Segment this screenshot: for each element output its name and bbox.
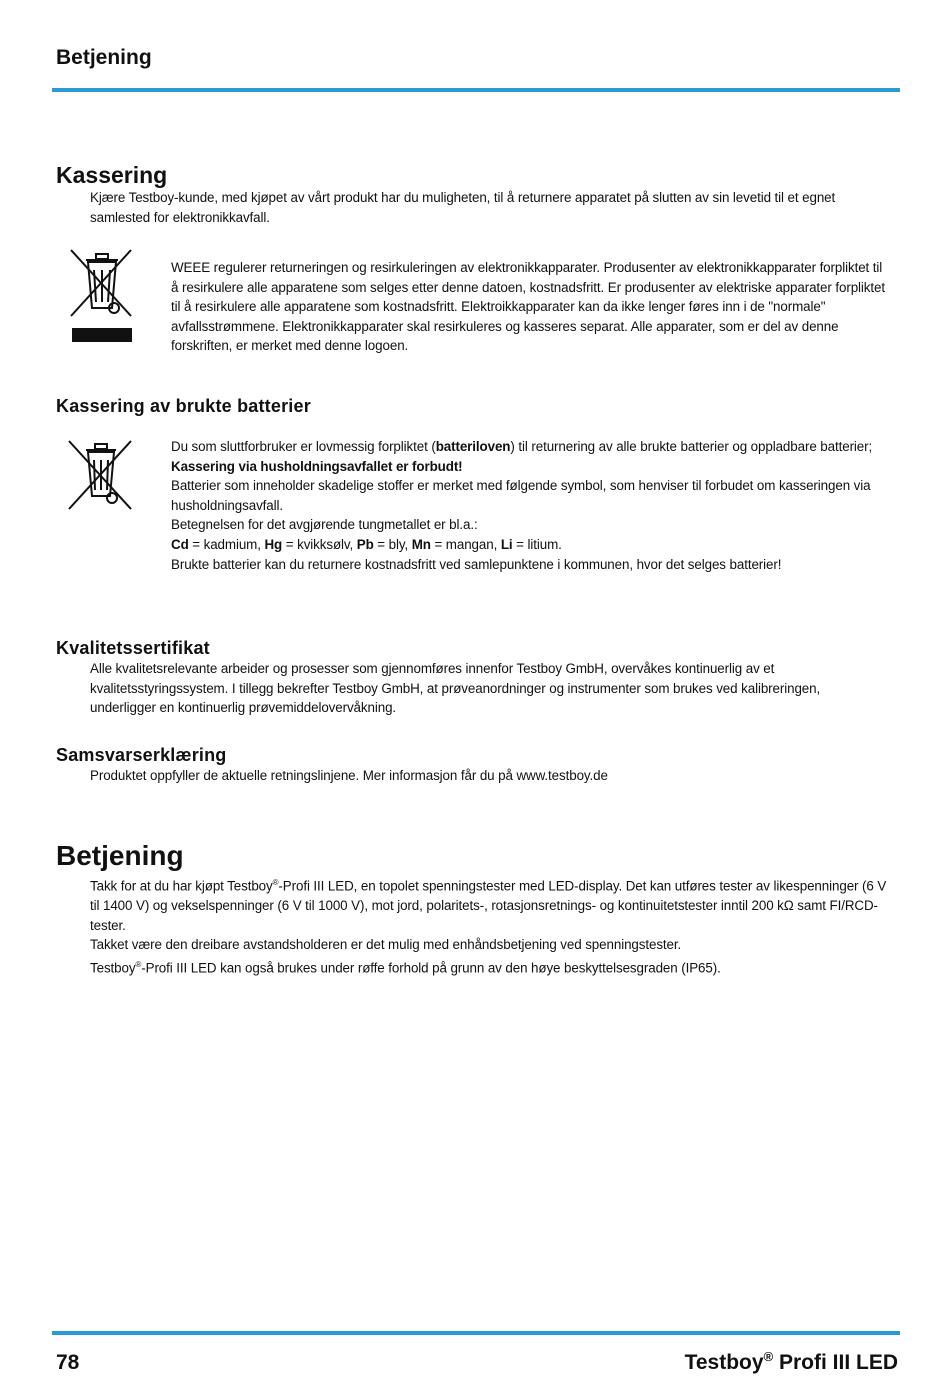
footer-product-pre: Testboy — [684, 1351, 764, 1374]
betjening-p1-post: -Profi III LED, en topolet spenningstester med LED-display. Det kan utføres tester av likespenninger (6 V til 1400 V) og vekselspenninger (6 V til 1000 V), mot jord, polaritets-, rotasjonsretnings- og kontinuitetstester inntil 200 kΩ samt FI/RCD-tester. — [90, 878, 887, 933]
header-rule — [52, 88, 900, 92]
samsvar-text: Produktet oppfyller de aktuelle retningslinjene. Mer informasjon får du på www.testboy.de — [90, 768, 608, 783]
footer-product-name — [685, 1351, 898, 1375]
batterier-symbol-text: Batterier som inneholder skadelige stoffer er merket med følgende symbol, som henviser til forbudet om kasseringen via husholdningsavfall. — [171, 478, 871, 513]
metal-hg-text: = kvikksølv, — [282, 536, 357, 552]
betjening-p3-pre: Testboy — [90, 960, 136, 976]
batterier-line1-pre: Du som sluttforbruker er lovmessig forpliktet ( — [171, 439, 436, 454]
metal-hg: Hg — [264, 536, 283, 552]
batterier-betegnelse: Betegnelsen for det avgjørende tungmetallet er bl.a.: — [171, 517, 478, 533]
metal-pb: Pb — [356, 536, 374, 552]
kvalitet-heading: Kvalitetssertifikat — [56, 638, 210, 658]
batterier-metals — [171, 535, 891, 555]
metal-cd: Cd — [171, 536, 189, 552]
batterier-retur: Brukte batterier kan du returnere kostnadsfritt ved samlepunktene i kommunen, hvor det selges batterier! — [171, 556, 782, 572]
batterier-heading: Kassering av brukte batterier — [56, 396, 311, 416]
battery-bin-icon — [66, 438, 134, 512]
page-number: 78 — [56, 1351, 80, 1374]
betjening-p1-pre: Takk for at du har kjøpt Testboy — [90, 878, 273, 894]
footer-product-post: Profi III LED — [773, 1351, 898, 1374]
batterier-line1-post: ) til returnering av alle brukte batterier og oppladbare batterier; — [510, 439, 873, 454]
betjening-p1 — [90, 873, 890, 935]
weee-bin-icon — [68, 246, 134, 346]
betjening-p2: Takket være den dreibare avstandsholderen er det mulig med enhåndsbetjening ved spenningstester. — [90, 937, 682, 953]
betjening-p3 — [90, 955, 890, 978]
samsvar-heading: Samsvarserklæring — [56, 745, 227, 765]
forbud-text: Kassering via husholdningsavfallet er forbudt! — [171, 458, 463, 474]
footer-registered-mark: ® — [763, 1349, 774, 1364]
batterier-forbud — [171, 457, 891, 477]
kassering-heading: Kassering — [56, 162, 168, 188]
betjening-p3-post: -Profi III LED kan også brukes under røffe forhold på grunn av den høye beskyttelsesgraden (IP65). — [141, 960, 721, 976]
registered-mark: ® — [272, 878, 279, 887]
metal-mn: Mn — [411, 536, 431, 552]
header-title: Betjening — [56, 46, 152, 69]
batteriloven-term: batteriloven — [435, 439, 511, 454]
metal-li-text: = litium. — [512, 536, 562, 552]
betjening-heading: Betjening — [56, 840, 184, 871]
batterier-body — [171, 437, 891, 574]
footer-rule — [52, 1331, 900, 1335]
kassering-intro: Kjære Testboy-kunde, med kjøpet av vårt produkt har du muligheten, til å returnere apparatet på slutten av sin levetid til et egnet samlested for elektronikkavfall. — [90, 190, 836, 225]
metal-li: Li — [500, 536, 513, 552]
betjening-body — [90, 873, 890, 978]
metal-mn-text: = mangan, — [430, 536, 501, 552]
metal-cd-text: = kadmium, — [188, 536, 265, 552]
weee-text: WEEE regulerer returneringen og resirkuleringen av elektronikkapparater. Produsenter av elektronikkapparater forpliktet til å resirkulere alle apparatene som selges etter denne datoen, kostnadsfritt. Er produsenter av elektriske apparater forpliktet til å resirkulere alle apparatene som kostnadsfritt. Elektroikkapparater kan da ikke lenger føres inn i de "normale" avfallsstrømmene. Elektronikkapparater skal resirkuleres og kasseres separat. Alle apparater, som er del av denne forskriften, er merket med denne logoen. — [171, 260, 885, 354]
batterier-line1 — [171, 437, 891, 457]
registered-mark: ® — [135, 959, 142, 969]
metal-pb-text: = bly, — [373, 536, 412, 552]
kvalitet-text: Alle kvalitetsrelevante arbeider og prosesser som gjennomføres innenfor Testboy GmbH, overvåkes kontinuerlig av et kvalitetsstyringssystem. I tillegg bekrefter Testboy GmbH, at prøveanordninger og instrumenter som brukes ved kalibreringen, underligger en kontinuerlig prøvemiddelovervåkning. — [90, 661, 821, 716]
